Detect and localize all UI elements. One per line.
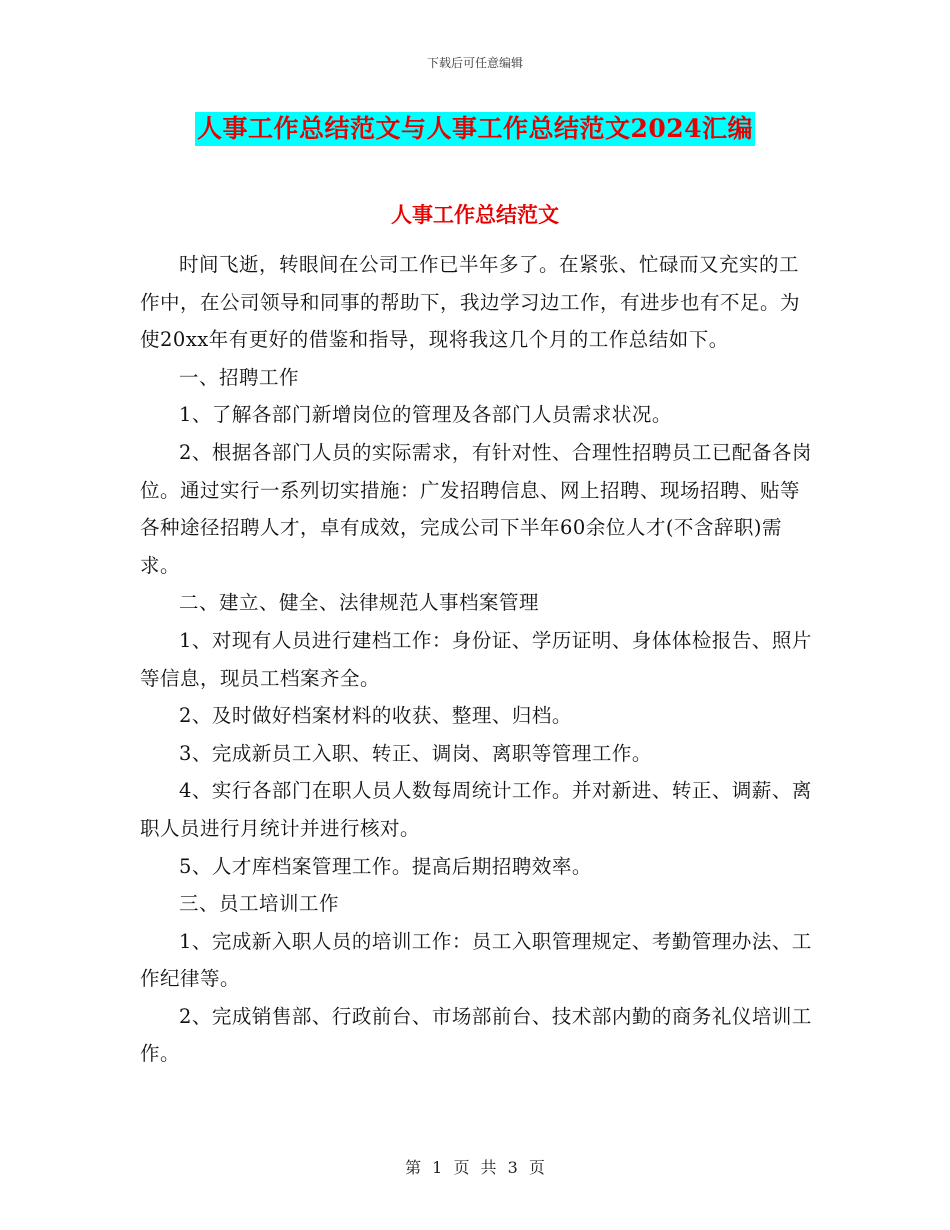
section-title: 人事工作总结范文 [391,202,559,227]
paragraph: 1、对现有人员进行建档工作：身份证、学历证明、身体体检报告、照片等信息，现员工档案齐全。 [140,628,812,690]
document-body [140,246,812,1073]
paragraph: 3、完成新员工入职、转正、调岗、离职等管理工作。 [179,741,652,765]
paragraph: 2、及时做好档案材料的收获、整理、归档。 [179,704,572,728]
paragraph: 5、人才库档案管理工作。提高后期招聘效率。 [179,854,592,878]
heading-recruitment: 一、招聘工作 [179,365,300,389]
page-footer: 第 1 页 共 3 页 [405,1158,545,1177]
paragraph: 2、完成销售部、行政前台、市场部前台、技术部内勤的商务礼仪培训工作。 [140,1004,812,1066]
paragraph: 1、了解各部门新增岗位的管理及各部门人员需求状况。 [179,403,672,427]
document-title-text: 人事工作总结范文与人事工作总结范文2024汇编 [195,112,755,146]
paragraph: 4、实行各部门在职人员人数每周统计工作。并对新进、转正、调薪、离职人员进行月统计并进行核对。 [140,779,812,840]
heading-training: 三、员工培训工作 [179,892,340,916]
paragraph: 2、根据各部门人员的实际需求，有针对性、合理性招聘员工已配备各岗位。通过实行一系列切实措施：广发招聘信息、网上招聘、现场招聘、贴等各种途径招聘人才，卓有成效，完成公司下半年60余位人才(不含辞职)需求。 [140,440,812,577]
header-note: 下载后可任意编辑 [426,56,523,70]
paragraph-intro: 时间飞逝，转眼间在公司工作已半年多了。在紧张、忙碌而又充实的工作中，在公司领导和同事的帮助下，我边学习边工作，有进步也有不足。为使20xx年有更好的借鉴和指导，现将我这几个月的工作总结如下。 [140,253,801,352]
heading-archive-management: 二、建立、健全、法律规范人事档案管理 [179,591,540,615]
document-title [0,112,950,146]
paragraph: 1、完成新入职人员的培训工作：员工入职管理规定、考勤管理办法、工作纪律等。 [140,929,812,991]
